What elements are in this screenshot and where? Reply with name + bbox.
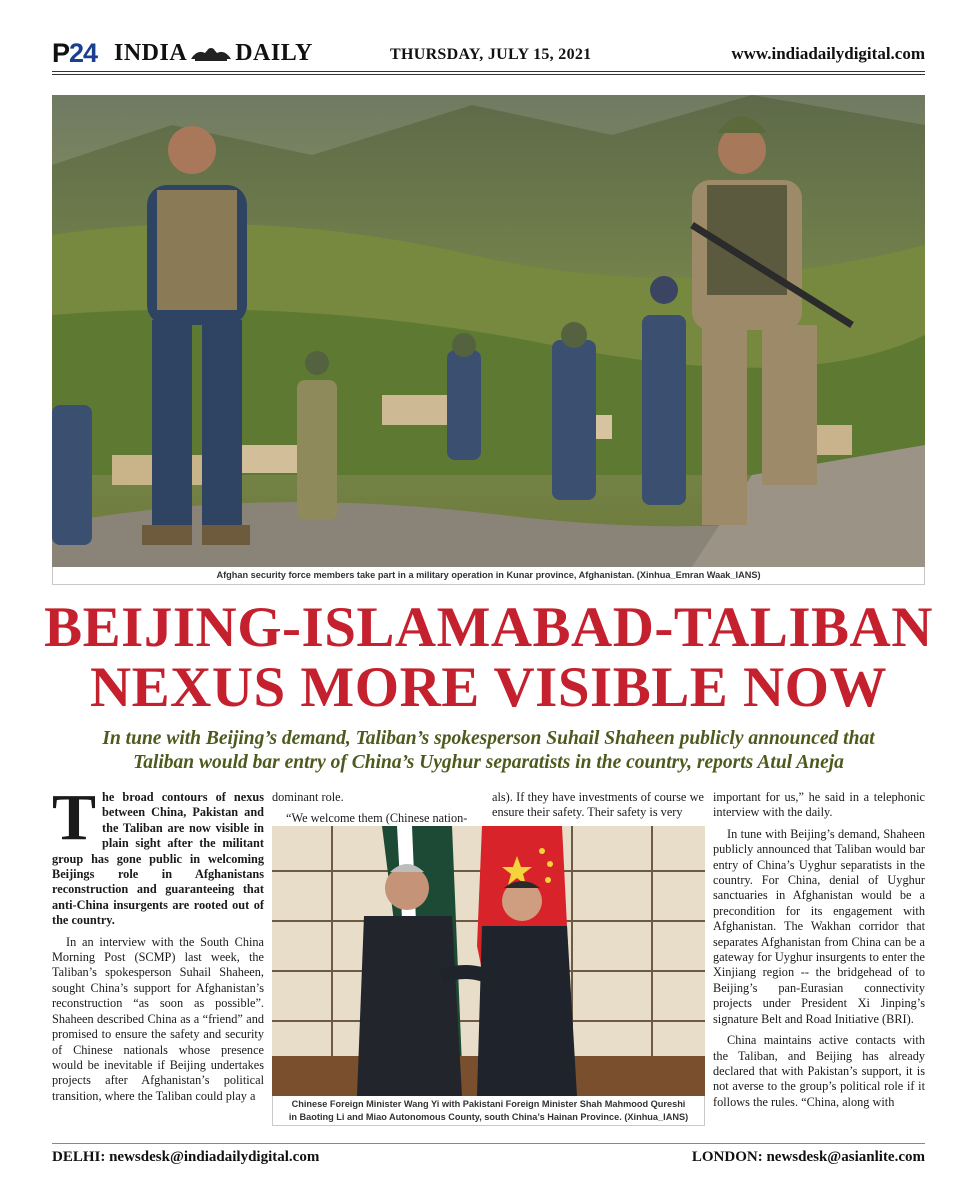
lead-text: he broad contours of nexus between China, Pakistan and the Taliban are now visible in plain sight after the militant group has gone public in welcoming Beijings role in Afghanistans reconstruction and guaranteeing that anti-China insurgents are rooted out of the country. [52,790,264,928]
header-rule-secondary [52,74,925,75]
security-forces-photo-illustration [52,95,925,567]
paragraph: als). If they have investments of course we ensure their safety. Their safety is very [492,790,704,820]
standfirst-line-1: In tune with Beijing’s demand, Taliban’s spokesperson Suhail Shaheen publicly announced that [102,728,875,749]
drop-cap: T [52,781,97,854]
article-column-3 [492,790,704,827]
paragraph: China maintains active contacts with the Taliban, and Beijing has already declared that with Pakistan’s support, it is not averse to the group’s political role if it follows the rules. “China, along with [713,1033,925,1109]
ministers-photo-illustration [272,826,705,1096]
article-column-4 [713,790,925,1116]
inline-photo [272,826,705,1096]
main-photo-caption: Afghan security force members take part in a military operation in Kunar province, Afghanistan. (Xinhua_Emran Waak_IANS) [52,567,925,585]
inline-photo-caption [272,1096,705,1126]
headline-line-1: BEIJING-ISLAMABAD-TALIBAN [44,596,933,659]
headline [40,598,937,718]
article-column-1 [52,781,264,1110]
india-daily-logo [114,40,313,67]
header-rule [52,71,925,72]
paragraph: In an interview with the South China Morning Post (SCMP) last week, the Taliban’s spokesperson Suhail Shaheen, sought China’s support for Afghanistan’s reconstruction “as soon as possible”. Shaheen described China as a “friend” and promised to ensure the safety and security of Chinese nationals whose presence would be inevitable if Beijing undertakes projects after Afghanistan’s political transition, where the Taliban could play a [52,934,264,1103]
logo-text-daily: DAILY [235,40,313,66]
logo-text-india: INDIA [114,40,188,66]
page-number: P24 [52,38,98,68]
footer-london-contact[interactable]: LONDON: newsdesk@asianlite.com [691,1149,925,1165]
paragraph: dominant role. [272,790,344,804]
paragraph: In tune with Beijing’s demand, Shaheen publicly announced that Taliban would bar entry of China’s Uyghur separatists in the country. For China, denial of Uyghur sanctuaries in Afghanistan would be a precondition for its engagement with Afghanistan. The Wakhan corridor that separates Afghanistan from China can be a gateway for Uyghur insurgents to enter the Xinjiang region -- the bridgehead of to Beijing’s pan-Eurasian connectivity projects under President Xi Jinping’s signature Belt and Road Initiative (BRI). [713,826,925,1026]
website-link[interactable]: www.indiadailydigital.com [731,44,925,63]
lion-emblem-icon [189,43,233,65]
caption-line-2: in Baoting Li and Miao Autonomous County, south China’s Hainan Province. (Xinhua_IANS) [288,1112,689,1122]
footer-delhi-contact[interactable]: DELHI: newsdesk@indiadailydigital.com [52,1149,320,1165]
headline-line-2: NEXUS MORE VISIBLE NOW [89,656,888,719]
paragraph: important for us,” he said in a telephonic interview with the daily. [713,790,925,820]
issue-date: THURSDAY, JULY 15, 2021 [390,46,592,63]
standfirst [40,727,937,775]
main-photo [52,95,925,567]
lead-paragraph [52,781,264,929]
caption-line-1: Chinese Foreign Minister Wang Yi with Pakistani Foreign Minister Shah Mahmood Qureshi [291,1099,686,1109]
masthead [52,36,925,72]
standfirst-line-2: Taliban would bar entry of China’s Uyghur separatists in the country, reports Atul Aneja [133,752,844,773]
paragraph: “We welcome them (Chinese nation- [286,811,468,826]
footer-rule [52,1143,925,1144]
